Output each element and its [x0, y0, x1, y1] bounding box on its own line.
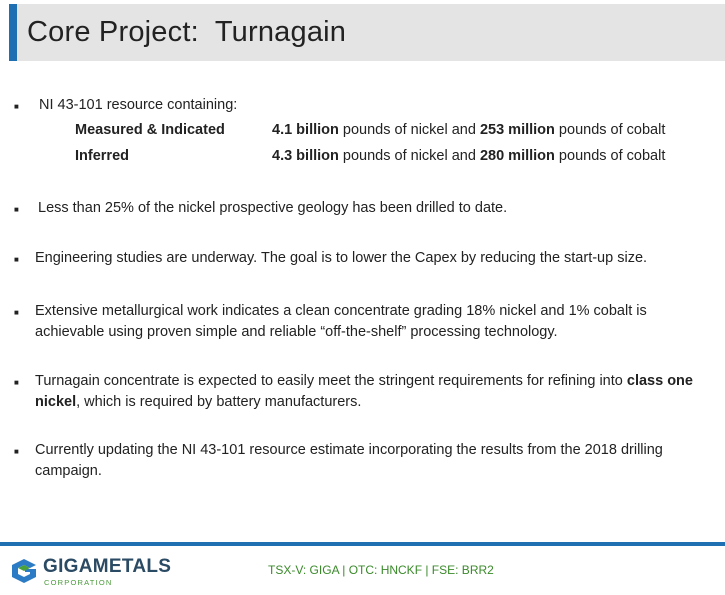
resource-intro: NI 43-101 resource containing: [39, 97, 238, 113]
concentrate-text: Turnagain concentrate is expected to easily meet the stringent requirements for refining into [35, 373, 627, 389]
bullet-icon: ■ [14, 255, 19, 264]
footer-divider [0, 542, 725, 546]
gigametals-logo-icon [10, 557, 38, 585]
bullet-drilled: Less than 25% of the nickel prospective geology has been drilled to date. [38, 200, 508, 216]
nickel-amount: 4.3 billion [272, 148, 339, 164]
bullet-icon: ■ [14, 378, 19, 387]
nickel-amount: 4.1 billion [272, 122, 339, 138]
bullet-icon: ■ [14, 102, 19, 111]
company-name: GIGAMETALS [43, 556, 172, 577]
class-one-nickel: class one nickel [35, 373, 693, 410]
page-title: Core Project: Turnagain [27, 16, 347, 48]
resource-value-measured [272, 122, 665, 138]
title-accent-bar [9, 4, 17, 61]
stock-tickers: TSX-V: GIGA | OTC: HNCKF | FSE: BRR2 [268, 563, 494, 577]
cobalt-text: pounds of cobalt [554, 122, 666, 138]
bullet-concentrate [35, 371, 715, 413]
bullet-icon: ■ [14, 447, 19, 456]
cobalt-amount: 253 million [479, 122, 555, 138]
cobalt-amount: 280 million [479, 148, 555, 164]
resource-label-inferred: Inferred [75, 148, 129, 164]
bullet-icon: ■ [14, 308, 19, 317]
resource-value-inferred [272, 148, 665, 164]
bullet-engineering: Engineering studies are underway. The goal is to lower the Capex by reducing the start-up size. [35, 250, 648, 266]
company-subtitle: CORPORATION [44, 578, 113, 587]
title-bar [9, 4, 725, 61]
bullet-icon: ■ [14, 205, 19, 214]
bullet-metallurgy: Extensive metallurgical work indicates a clean concentrate grading 18% nickel and 1% cobalt is achievable using proven simple and reliable “off-the-shelf” processing technology. [35, 303, 647, 340]
bullet-update: Currently updating the NI 43-101 resource estimate incorporating the results from the 2018 drilling campaign. [35, 442, 663, 479]
resource-label-measured: Measured & Indicated [75, 122, 225, 138]
concentrate-text-end: , which is required by battery manufacturers. [76, 394, 362, 410]
nickel-text: pounds of nickel and [338, 148, 480, 164]
nickel-text: pounds of nickel and [338, 122, 480, 138]
cobalt-text: pounds of cobalt [554, 148, 666, 164]
